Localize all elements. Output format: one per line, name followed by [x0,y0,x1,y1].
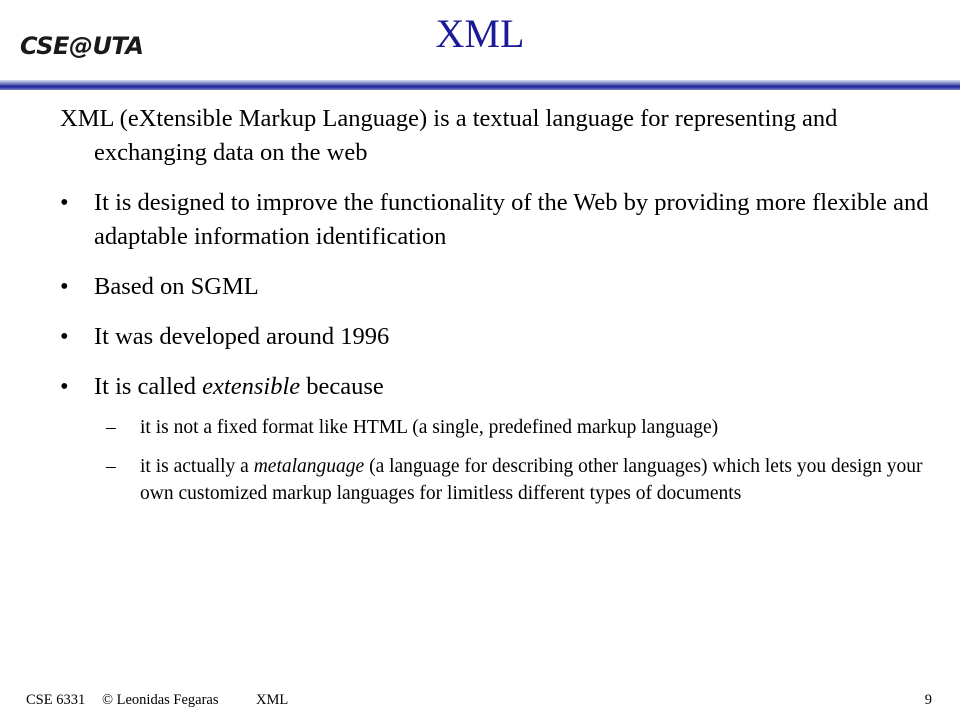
bullet-text-italic: extensible [202,373,301,400]
intro-paragraph: XML (eXtensible Markup Language) is a textual language for representing and exchanging data on the web [60,105,838,166]
bullet-item [60,320,930,354]
bullet-text: Based on SGML [94,273,259,300]
bullet-item [60,270,930,304]
bullet-text-before: It is called [94,373,203,400]
bullet-text: It is designed to improve the functionality of the Web by providing more flexible and adaptable information identification [94,189,929,250]
sub-bullet-text: it is not a fixed format like HTML (a single, predefined markup language) [140,417,719,438]
title-divider [0,80,960,90]
bullet-mark: • [60,323,69,350]
bullet-mark: • [60,273,69,300]
footer-topic: XML [256,692,289,708]
slide-title: XML [435,11,525,56]
cse-uta-logo-text: CSE@UTA [20,32,144,60]
bullet-item-extensible [60,370,930,404]
footer-course: CSE 6331 [26,692,86,708]
sub-bullet-item [60,453,930,507]
slide-content [60,102,930,519]
sub-bullet-text-before: it is actually a [140,456,254,477]
page-number: 9 [924,692,932,708]
sub-bullet-text-after: (a language for describing other languages) which lets you design your own customized markup languages for limitless different types of documents [140,456,923,504]
footer-author: © Leonidas Fegaras [102,692,219,708]
sub-bullet-item [60,414,930,441]
bullet-mark: • [60,373,69,400]
bullet-text: It was developed around 1996 [94,323,390,350]
dash-mark: – [106,417,116,438]
sub-bullet-text-italic: metalanguage [253,456,365,477]
bullet-text-after: because [300,373,384,400]
bullet-mark: • [60,189,69,216]
bullet-item [60,186,930,254]
dash-mark: – [106,456,116,477]
